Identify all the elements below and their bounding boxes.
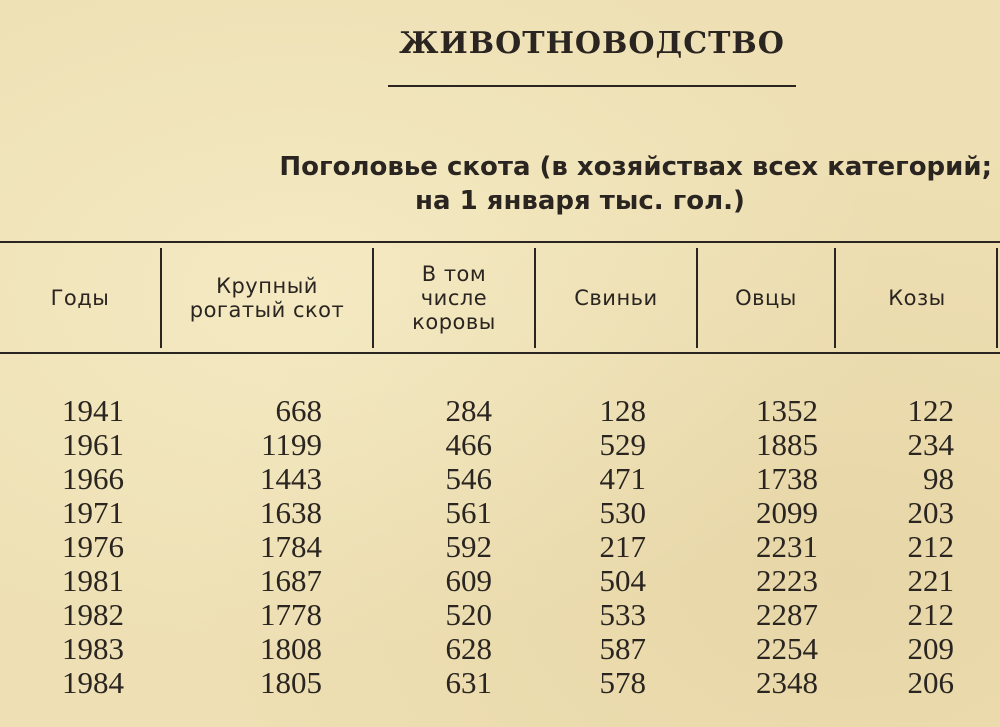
cell-pigs: 530 (599, 495, 646, 530)
table-row (0, 564, 1000, 598)
header-sheep (698, 243, 834, 352)
cell-sheep: 2287 (756, 597, 818, 632)
cell-goats: 234 (907, 427, 954, 462)
header-years (0, 243, 160, 352)
header-separator (996, 248, 998, 348)
table-title-line-1: Поголовье скота (в хозяйствах всех категорий; (279, 152, 992, 182)
header-years-label: Годы (50, 285, 110, 310)
title-underline (388, 85, 796, 87)
header-cows-line-1: В том (421, 261, 487, 286)
cell-cows: 561 (445, 495, 492, 530)
cell-cattle: 1687 (260, 563, 322, 598)
cell-sheep: 1885 (756, 427, 818, 462)
cell-sheep: 2223 (756, 563, 818, 598)
cell-cows: 592 (445, 529, 492, 564)
cell-pigs: 217 (599, 529, 646, 564)
cell-pigs: 533 (599, 597, 646, 632)
section-title: ЖИВОТНОВОДСТВО (399, 26, 785, 61)
cell-cows: 546 (445, 461, 492, 496)
cell-cattle: 1784 (260, 529, 322, 564)
cell-pigs: 471 (599, 461, 646, 496)
header-cattle-line-1: Крупный (216, 273, 318, 298)
cell-goats: 98 (923, 461, 954, 496)
cell-cattle: 1443 (260, 461, 322, 496)
table-row (0, 530, 1000, 564)
cell-sheep: 2254 (756, 631, 818, 666)
cell-year: 1941 (62, 393, 124, 428)
cell-pigs: 529 (599, 427, 646, 462)
header-cattle-line-2: рогатый скот (189, 297, 345, 322)
cell-year: 1984 (62, 665, 124, 700)
cell-cows: 520 (445, 597, 492, 632)
cell-year: 1971 (62, 495, 124, 530)
cell-sheep: 1352 (756, 393, 818, 428)
cell-year: 1966 (62, 461, 124, 496)
cell-pigs: 587 (599, 631, 646, 666)
header-cows-line-3: коровы (412, 309, 496, 334)
header-pigs (536, 243, 696, 352)
cell-goats: 212 (907, 529, 954, 564)
cell-sheep: 2099 (756, 495, 818, 530)
table-body (0, 394, 1000, 700)
cell-sheep: 1738 (756, 461, 818, 496)
table-row (0, 394, 1000, 428)
table-title-line-2: на 1 января тыс. гол.) (415, 186, 745, 216)
table-row (0, 428, 1000, 462)
cell-sheep: 2231 (756, 529, 818, 564)
cell-goats: 221 (907, 563, 954, 598)
cell-goats: 209 (907, 631, 954, 666)
cell-pigs: 128 (599, 393, 646, 428)
cell-pigs: 578 (599, 665, 646, 700)
cell-cows: 284 (445, 393, 492, 428)
cell-cattle: 1808 (260, 631, 322, 666)
cell-cattle: 1638 (260, 495, 322, 530)
header-cattle (162, 243, 372, 352)
header-pigs-label: Свиньи (574, 285, 658, 310)
cell-cows: 466 (445, 427, 492, 462)
cell-year: 1961 (62, 427, 124, 462)
header-cows (374, 243, 534, 352)
table-title (190, 150, 1000, 218)
table-row (0, 496, 1000, 530)
cell-year: 1976 (62, 529, 124, 564)
cell-goats: 206 (907, 665, 954, 700)
cell-goats: 212 (907, 597, 954, 632)
cell-cattle: 1778 (260, 597, 322, 632)
cell-goats: 203 (907, 495, 954, 530)
cell-year: 1982 (62, 597, 124, 632)
table-row (0, 598, 1000, 632)
cell-cattle: 1199 (261, 427, 322, 462)
cell-goats: 122 (907, 393, 954, 428)
cell-cows: 631 (445, 665, 492, 700)
header-sheep-label: Овцы (735, 285, 797, 310)
table-header-bottom-rule (0, 352, 1000, 354)
cell-year: 1983 (62, 631, 124, 666)
header-goats-label: Козы (888, 285, 946, 310)
cell-cows: 609 (445, 563, 492, 598)
header-cows-line-2: числе (420, 285, 488, 310)
cell-cows: 628 (445, 631, 492, 666)
cell-year: 1981 (62, 563, 124, 598)
cell-cattle: 668 (275, 393, 322, 428)
cell-cattle: 1805 (260, 665, 322, 700)
table-row (0, 666, 1000, 700)
table-row (0, 632, 1000, 666)
header-goats (836, 243, 998, 352)
cell-pigs: 504 (599, 563, 646, 598)
table-row (0, 462, 1000, 496)
cell-sheep: 2348 (756, 665, 818, 700)
